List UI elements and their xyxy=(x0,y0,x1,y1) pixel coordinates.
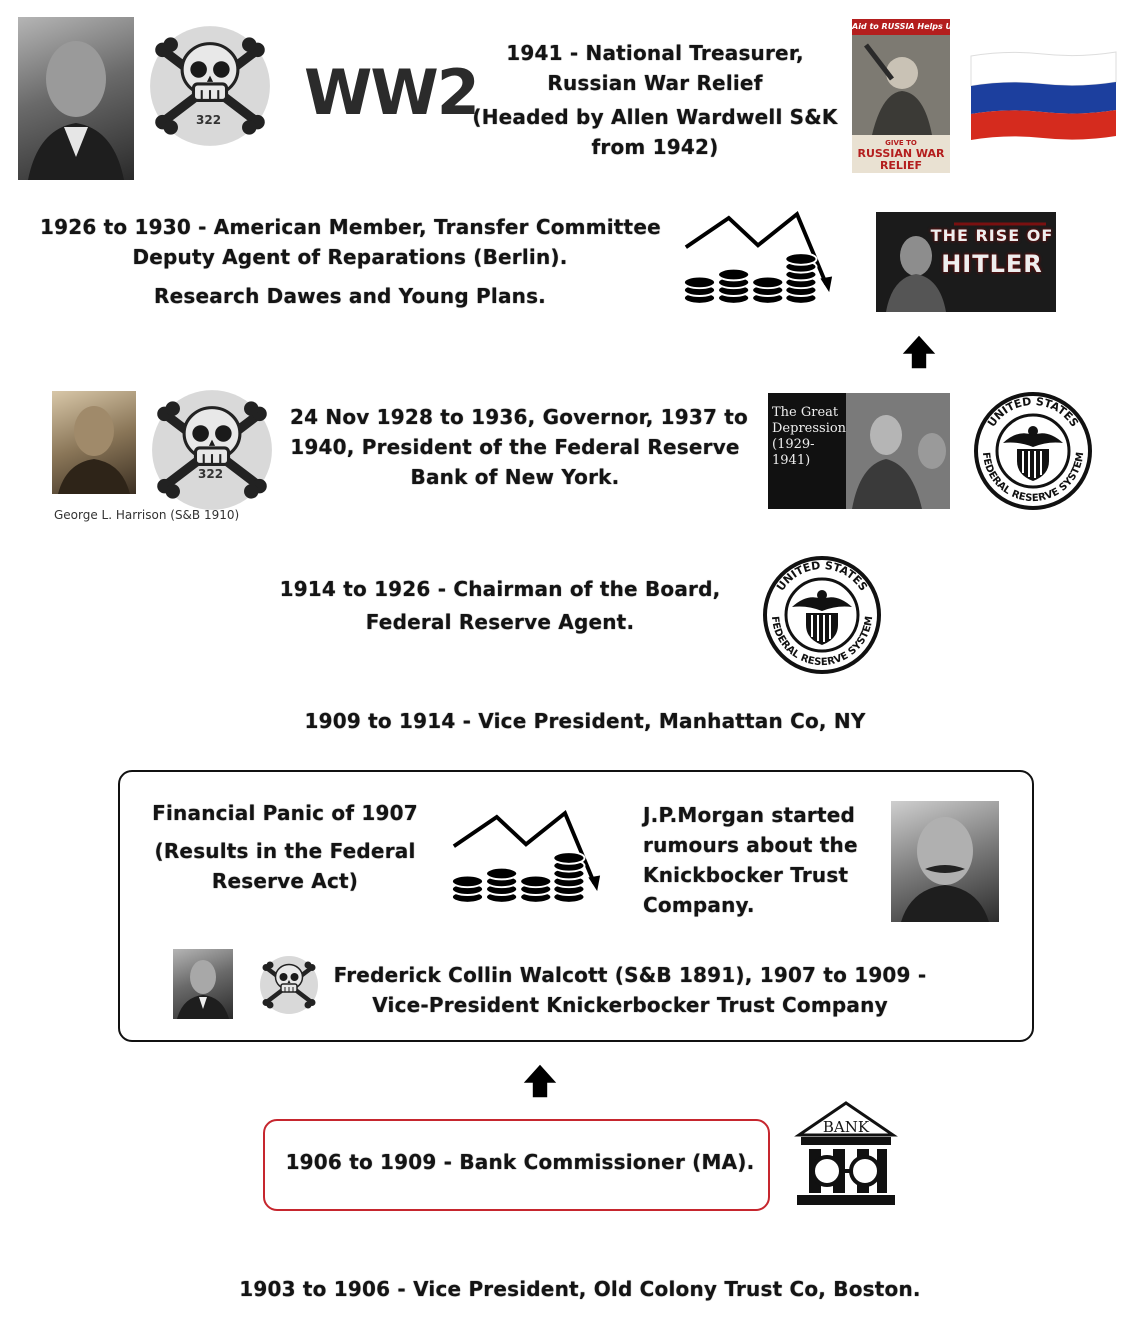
svg-text:UNITED STATES: UNITED STATES xyxy=(774,558,870,594)
rise-of-hitler-image xyxy=(876,212,1056,312)
svg-text:UNITED STATES: UNITED STATES xyxy=(985,394,1081,430)
poster-relief: RUSSIAN WAR RELIEF xyxy=(857,147,945,172)
panic-text: Financial Panic of 1907 (Results in the Federal Reserve Act) xyxy=(152,801,418,893)
poster-give-to: GIVE TO xyxy=(885,139,917,147)
russian-war-relief-poster xyxy=(852,19,962,173)
skull-number: 322 xyxy=(196,113,222,127)
portrait-george-harrison xyxy=(52,391,136,494)
old-colony-text: 1903 to 1906 - Vice President, Old Colony Trust Co, Boston. xyxy=(239,1277,921,1301)
bank-icon xyxy=(795,1101,897,1207)
up-arrow-icon-2 xyxy=(522,1063,558,1099)
walcott-text: Frederick Collin Walcott (S&B 1891), 1907 to 1909 - Vice-President Knickerbocker Trust Company xyxy=(333,963,927,1017)
declining-coins-icon-2 xyxy=(448,806,604,906)
portrait-walcott xyxy=(173,949,233,1019)
poster-headline: Aid to RUSSIA Helps US! xyxy=(852,19,950,35)
up-arrow-icon xyxy=(901,334,937,370)
bank-commissioner-text: 1906 to 1909 - Bank Commissioner (MA). xyxy=(285,1150,755,1174)
svg-text:FEDERAL RESERVE SYSTEM: FEDERAL RESERVE SYSTEM xyxy=(768,615,876,669)
skull-and-bones-icon xyxy=(148,24,272,148)
chairman-text: 1914 to 1926 - Chairman of the Board, Federal Reserve Agent. xyxy=(279,577,721,634)
ww2-logo: WW2 xyxy=(304,56,478,129)
hitler-title-line2: HITLER xyxy=(941,250,1043,278)
portrait-harrison-top xyxy=(18,17,134,180)
svg-text:FEDERAL RESERVE SYSTEM: FEDERAL RESERVE SYSTEM xyxy=(979,451,1087,505)
skull-number: 322 xyxy=(198,467,224,481)
declining-coins-icon xyxy=(680,207,836,307)
bank-label: BANK xyxy=(822,1118,870,1136)
hitler-title-line1: THE RISE OF xyxy=(930,226,1054,245)
governor-text: 24 Nov 1928 to 1936, Governor, 1937 to 1940, President of the Federal Reserve Bank of New York. xyxy=(290,405,749,489)
depression-label: The Great Depression (1929-1941) xyxy=(772,405,847,468)
federal-reserve-seal-icon xyxy=(973,391,1093,511)
vp-manhattan-text: 1909 to 1914 - Vice President, Manhattan Co, NY xyxy=(304,709,866,733)
reparations-text: 1926 to 1930 - American Member, Transfer Committee Deputy Agent of Reparations (Berlin). Research Dawes and Young Plans. xyxy=(40,215,661,308)
great-depression-image xyxy=(768,393,950,509)
portrait-jp-morgan xyxy=(891,801,999,922)
russian-war-relief-text: 1941 - National Treasurer, Russian War Relief (Headed by Allen Wardwell S&K from 1942) xyxy=(472,41,838,159)
harrison-caption: George L. Harrison (S&B 1910) xyxy=(54,508,240,522)
federal-reserve-seal-icon-2 xyxy=(762,555,882,675)
skull-and-bones-icon-3 xyxy=(259,955,319,1015)
skull-and-bones-icon-2 xyxy=(150,388,274,512)
russian-flag-icon xyxy=(971,50,1116,140)
morgan-text: J.P.Morgan started rumours about the Knickbocker Trust Company. xyxy=(643,803,858,917)
